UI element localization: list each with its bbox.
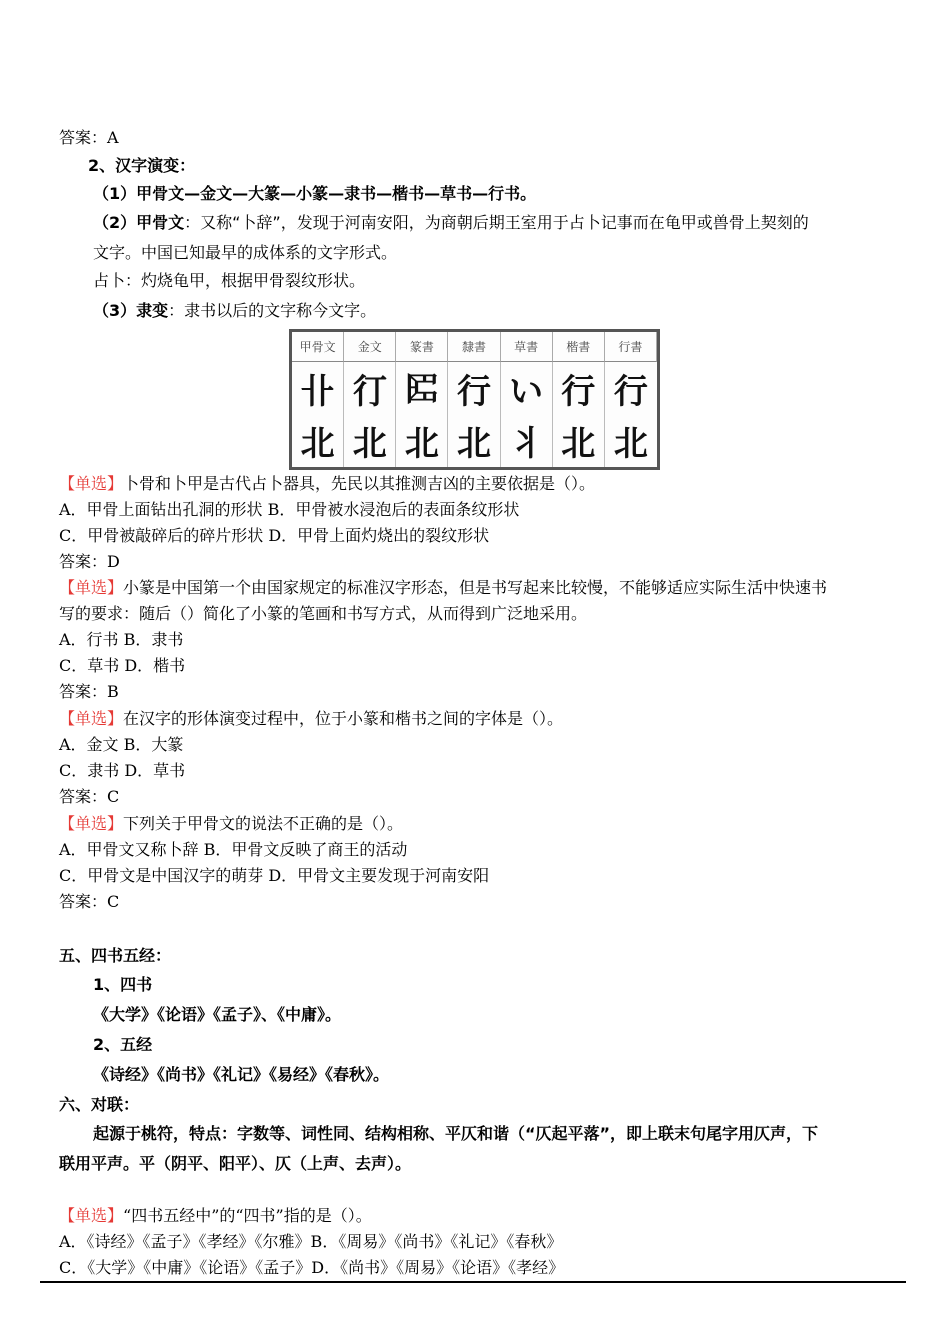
script-glyph: 北: [396, 415, 448, 468]
question-stem: [59, 1205, 372, 1227]
script-header: 篆書: [396, 332, 448, 362]
question-options: A．金文 B．大篆: [59, 735, 184, 754]
script-glyph: 北: [448, 415, 500, 468]
question-text: 小篆是中国第一个由国家规定的标准汉字形态，但是书写起来比较慢，不能够适应实际生活中快速书: [123, 578, 828, 597]
question-options: C．草书 D．楷书: [59, 656, 186, 675]
question-options: A．《诗经》《孟子》《孝经》《尔雅》B．《周易》《尚书》《礼记》《春秋》: [59, 1232, 563, 1251]
evolution-sequence: （1）甲骨文—金文—大篆—小篆—隶书—楷书—草书—行书。: [93, 184, 537, 203]
script-header: 楷書: [553, 332, 605, 362]
question-tag: 【单选】: [59, 578, 124, 597]
answer-line: 答案：A: [59, 128, 119, 147]
script-header: 行書: [605, 332, 657, 362]
subheading-five-classics: 2、五经: [93, 1035, 153, 1054]
question-options: C．隶书 D．草书: [59, 761, 186, 780]
four-books-list: 《大学》《论语》《孟子》、《中庸》。: [93, 1005, 342, 1024]
script-glyph: 㣔: [344, 362, 396, 415]
section-heading: 五、四书五经：: [59, 946, 172, 965]
script-evolution-grid: [292, 332, 657, 467]
couplet-line-cont: 联用平声。平（阴平、阳平）、仄（上声、去声）。: [59, 1154, 412, 1173]
question-tag: 【单选】: [59, 814, 124, 833]
subheading-four-books: 1、四书: [93, 975, 153, 994]
footer-divider: [40, 1281, 906, 1283]
script-header: 金文: [344, 332, 396, 362]
answer-line: 答案：B: [59, 682, 119, 701]
term-label: （3）隶变: [93, 301, 169, 320]
section-heading: 六、对联：: [59, 1095, 140, 1114]
divination-line: [93, 270, 365, 292]
script-evolution-image: [289, 329, 660, 470]
question-stem: [59, 708, 563, 730]
question-options: C．甲骨文是中国汉字的萌芽 D．甲骨文主要发现于河南安阳: [59, 866, 490, 885]
answer-line: 答案：C: [59, 787, 120, 806]
question-text: 在汉字的形体演变过程中，位于小篆和楷书之间的字体是（）。: [123, 709, 564, 728]
question-text: 卜骨和卜甲是古代占卜器具，先民以其推测吉凶的主要依据是（）。: [123, 474, 596, 493]
term-text-cont: 文字。中国已知最早的成体系的文字形式。: [93, 243, 398, 262]
script-glyph: 卝: [292, 362, 344, 415]
script-glyph: 行: [448, 362, 500, 415]
answer-line: 答案：C: [59, 892, 120, 911]
term-label: （2）甲骨文: [93, 213, 185, 232]
question-options: A．甲骨文又称卜辞 B．甲骨文反映了商王的活动: [59, 840, 408, 859]
script-glyph: 行: [613, 371, 648, 412]
script-glyph: 丬: [501, 415, 553, 468]
question-stem: [59, 577, 827, 599]
script-glyph: い: [501, 362, 553, 415]
question-text: “四书五经中”的“四书”指的是（）。: [123, 1206, 372, 1225]
script-header: 甲骨文: [292, 332, 344, 362]
couplet-line: 起源于桃符，特点：字数等、词性同、结构相称、平仄和谐（“仄起平落”，即上联末句尾字用仄声，下: [93, 1124, 819, 1143]
question-stem: [59, 473, 595, 495]
couplet-description: [59, 1119, 899, 1179]
question-options: A．甲骨上面钻出孔洞的形状 B．甲骨被水浸泡后的表面条纹形状: [59, 500, 520, 519]
script-glyph: 𠥓: [396, 362, 448, 415]
question-stem: [59, 813, 403, 835]
term-text: ：又称“卜辞”，发现于河南安阳，为商朝后期王室用于占卜记事而在龟甲或兽骨上契刻的: [184, 213, 809, 232]
question-tag: 【单选】: [59, 1206, 124, 1225]
question-stem-cont: 写的要求：随后（）简化了小篆的笔画和书写方式，从而得到广泛地采用。: [59, 604, 588, 623]
answer-line: 答案：D: [59, 552, 120, 571]
question-tag: 【单选】: [59, 709, 124, 728]
script-glyph: 北: [553, 415, 605, 468]
question-text: 下列关于甲骨文的说法不正确的是（）。: [123, 814, 404, 833]
five-classics-list: 《诗经》《尚书》《礼记》《易经》《春秋》。: [93, 1065, 390, 1084]
section-heading: 2、汉字演变：: [88, 156, 196, 175]
question-tag: 【单选】: [59, 474, 124, 493]
script-header: 隸書: [448, 332, 500, 362]
question-options: C．甲骨被敲碎后的碎片形状 D．甲骨上面灼烧出的裂纹形状: [59, 526, 490, 545]
script-glyph: 北: [344, 415, 396, 468]
term-label: 占卜: [93, 271, 126, 290]
script-glyph: 北: [292, 415, 344, 468]
question-options: A．行书 B．隶书: [59, 630, 184, 649]
question-options: C．《大学》《中庸》《论语》《孟子》D．《尚书》《周易》《论语》《孝经》: [59, 1258, 565, 1277]
script-glyph: 北: [613, 424, 648, 465]
term-text: ：隶书以后的文字称今文字。: [168, 301, 377, 320]
oracle-bone-definition: [93, 208, 903, 268]
script-glyph: 行: [553, 362, 605, 415]
clerical-change-line: [93, 300, 376, 322]
term-text: ：灼烧龟甲，根据甲骨裂纹形状。: [125, 271, 366, 290]
script-header: 草書: [501, 332, 553, 362]
